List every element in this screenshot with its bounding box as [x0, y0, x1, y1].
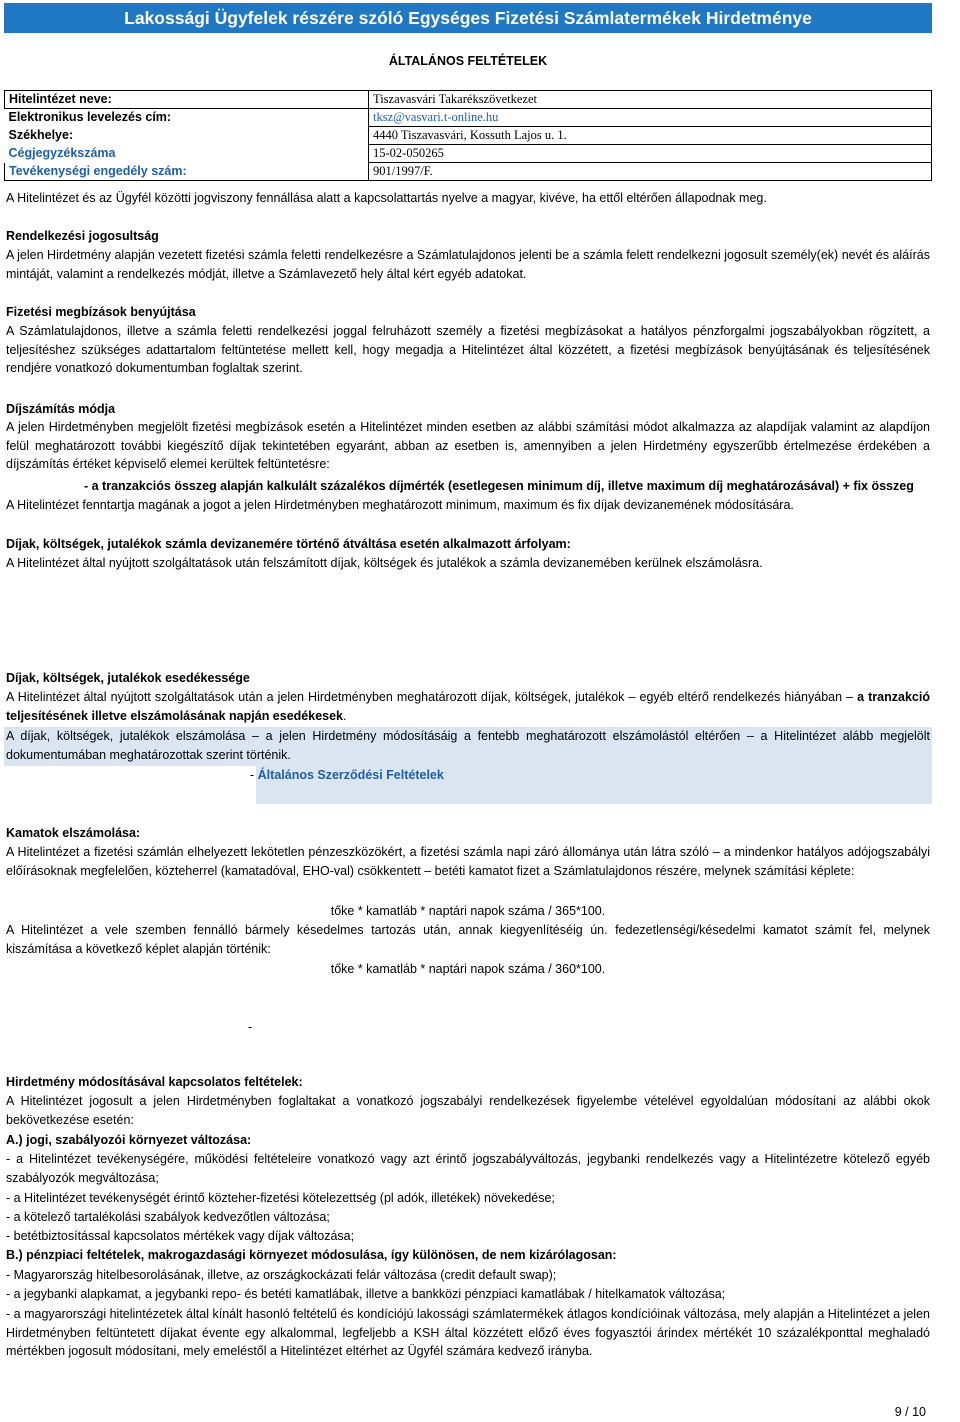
dijszamitas-text2: A Hitelintézet fenntartja magának a jogot a jelen Hirdetményben meghatározott minimum, maximum és fix díjak devizanemének módosítására.	[6, 498, 794, 512]
license-value: 901/1997/F.	[369, 163, 932, 181]
seat-label: Székhelye:	[8, 128, 74, 142]
modositas-a-item: - a Hitelintézet tevékenységét érintő közteher-fizetési kötelezettség (pl adók, illetékek) növekedése;	[6, 1191, 555, 1205]
seat-value: 4440 Tiszavasvári, Kossuth Lajos u. 1.	[369, 127, 932, 145]
page-number: 9 / 10	[894, 1405, 926, 1419]
esedekesseg-text	[6, 688, 930, 725]
fizetesi-text: A Számlatulajdonos, illetve a számla feletti rendelkezési joggal felruházott személy a fizetési megbízásokat a hatályos pénzforgalmi jogszabályokban rögzített, a teljesítéshez szükséges adattartalom feltüntetése mellett kell, hogy megadja a Hitelintézet által közzétett, a fizetési megbízások benyújtásának és teljesítésének rendjére vonatkozó dokumentumban foglaltak szerint.	[6, 324, 930, 376]
registration-label: Cégjegyzékszáma	[8, 146, 116, 160]
modositas-b-item: - a jegybanki alapkamat, a jegybanki repo- és betéti kamatlábak, illetve a bankközi pénzpiaci kamatlábak / hitelkamatok változása;	[6, 1287, 726, 1301]
aszf-link[interactable]: Általános Szerződési Feltételek	[257, 768, 444, 782]
modositas-a-item: - a Hitelintézet tevékenységére, működési feltételeire vonatkozó vagy azt érintő jogszabályváltozás, jegybanki rendelkezés vagy a Hitelintézetre kötelező egyéb szabályozók megváltozása;	[6, 1152, 930, 1185]
esedekesseg-text-bold: a tranzakció teljesítésének illetve elszámolásának napján esedékesek	[6, 690, 930, 723]
arfolyam-text: A Hitelintézet által nyújtott szolgáltatások után felszámított díjak, költségek és jutalékok a számla devizanemében kerülnek elszámolásra.	[6, 556, 763, 570]
highlight-gap	[4, 766, 256, 806]
dijszamitas-formula: - a tranzakciós összeg alapján kalkulált százalékos díjmérték (esetlegesen minimum díj, illetve maximum díj meghatározásával) + fix összeg	[84, 479, 914, 493]
email-link[interactable]: tksz@vasvari.t-online.hu	[369, 109, 932, 127]
kamatok-text2: A Hitelintézet a vele szemben fennálló bármely késedelmes tartozás után, annak kiegyenlítéséig ún. fedezetlenségi/késedelmi kamatot számít fel, melynek kiszámítása a következő képlet alapján történik:	[6, 923, 930, 956]
rendelkezesi-heading: Rendelkezési jogosultság	[6, 229, 159, 243]
kamatok-formula-1: tőke * kamatláb * naptári napok száma / 365*100.	[330, 904, 606, 918]
fizetesi-heading: Fizetési megbízások benyújtása	[6, 305, 196, 319]
rendelkezesi-text: A jelen Hirdetmény alapján vezetett fizetési számla feletti rendelkezésre a Számlatulajdonos jelenti be a számla felett rendelkezni jogosult személy(ek) nevét és aláírás mintáját, valamint a rendelkezés módját, illetve a Számlavezető hely által kért egyéb adatokat.	[6, 248, 930, 281]
institution-info-table	[4, 90, 932, 181]
license-label: Tevékenységi engedély szám:	[5, 163, 369, 181]
modositas-b-item: - Magyarország hitelbesorolásának, illetve, az országkockázati felár változása (credit default swap);	[6, 1268, 557, 1282]
kamatok-formula-2: tőke * kamatláb * naptári napok száma / 360*100.	[330, 962, 606, 976]
modositas-text: A Hitelintézet jogosult a jelen Hirdetményben foglaltakat a vonatkozó jogszabályi rendelkezések figyelembe vételével egyoldalúan módosítani az alábbi okok bekövetkezése esetén:	[6, 1094, 930, 1127]
esedekesseg-text-a: A Hitelintézet által nyújtott szolgáltatások után a jelen Hirdetményben meghatározott díjak, költségek, jutalékok – egyéb eltérő rendelkezés hiányában –	[6, 690, 854, 704]
esedekesseg-text-c: .	[343, 708, 347, 723]
registration-value: 15-02-050265	[369, 145, 932, 163]
bullet-dash: -	[250, 768, 255, 782]
dijszamitas-heading: Díjszámítás módja	[6, 402, 116, 416]
language-note: A Hitelintézet és az Ügyfél közötti jogviszony fennállása alatt a kapcsolattartás nyelve a magyar, kivéve, ha ettől eltérően állapodnak meg.	[6, 191, 767, 205]
kamatok-text: A Hitelintézet a fizetési számlán elhelyezett lekötetlen pénzeszközökért, a fizetési számla napi záró állománya után látra szóló – a mindenkor hatályos adójogszabályi előírásoknak megfelelően, közteherrel (kamatadóval, EHO-val) csökkentett – betéti kamatot fizet a Számlatulajdonos részére, melynek számítási képlete:	[6, 845, 930, 878]
section-subtitle: ÁLTALÁNOS FELTÉTELEK	[388, 54, 548, 68]
modositas-a-heading: A.) jogi, szabályozói környezet változása:	[6, 1133, 252, 1147]
esedekesseg-bullet	[250, 766, 850, 785]
name-label: Hitelintézet neve:	[5, 91, 369, 109]
kamatok-dash: -	[248, 1020, 253, 1034]
modositas-a-item: - a kötelező tartalékolási szabályok kedvezőtlen változása;	[6, 1210, 330, 1224]
email-label: Elektronikus levelezés cím:	[8, 110, 172, 125]
document-title: Lakossági Ügyfelek részére szóló Egységes Fizetési Számlatermékek Hirdetménye	[4, 3, 932, 33]
esedekesseg-heading: Díjak, költségek, jutalékok esedékessége	[6, 671, 250, 685]
arfolyam-heading: Díjak, költségek, jutalékok számla devizanemére történő átváltása esetén alkalmazott árfolyam:	[6, 537, 571, 551]
modositas-a-item: - betétbiztosítással kapcsolatos mértékek vagy díjak változása;	[6, 1229, 355, 1243]
modositas-b-heading: B.) pénzpiaci feltételek, makrogazdasági környezet módosulása, így különösen, de nem kizárólagosan:	[6, 1248, 617, 1262]
modositas-heading: Hirdetmény módosításával kapcsolatos feltételek:	[6, 1075, 303, 1089]
dijszamitas-text: A jelen Hirdetményben megjelölt fizetési megbízások esetén a Hitelintézet minden esetben az alábbi számítási módot alkalmazza az alapdíjak valamint az alapdíjon felül meghatározott további kiegészítő díjak tekintetében egyaránt, abban az esetben is, amennyiben a jelen Hirdetmény egyszerűbb értelmezése érdekében a díjszámítás értéket képviselő elemei kerültek feltüntetésre:	[6, 420, 930, 472]
kamatok-heading: Kamatok elszámolása:	[6, 826, 141, 840]
esedekesseg-text2: A díjak, költségek, jutalékok elszámolása – a jelen Hirdetmény módosításáig a fentebb meghatározott elszámolástól eltérően – a Hitelintézet alább megjelölt dokumentumában meghatározottak szerint történik.	[6, 729, 930, 762]
modositas-b-item: - a magyarországi hitelintézetek által kínált hasonló feltételű és kondíciójú lakossági számlatermékek átlagos kondícióinak változása, mely alapján a Hitelintézet a jelen Hirdetményben feltüntetett díjakat évente egy alkalommal, legfeljebb a KSH által közzétett előző éves fogyasztói árindex mértékét 10 százalékponttal meghaladó mértékben jogosult módosítani, mely emeléstől a Hitelintézet eltérhet az Ügyfél számára kedvező irányba.	[6, 1307, 930, 1359]
name-value: Tiszavasvári Takarékszövetkezet	[369, 91, 932, 109]
